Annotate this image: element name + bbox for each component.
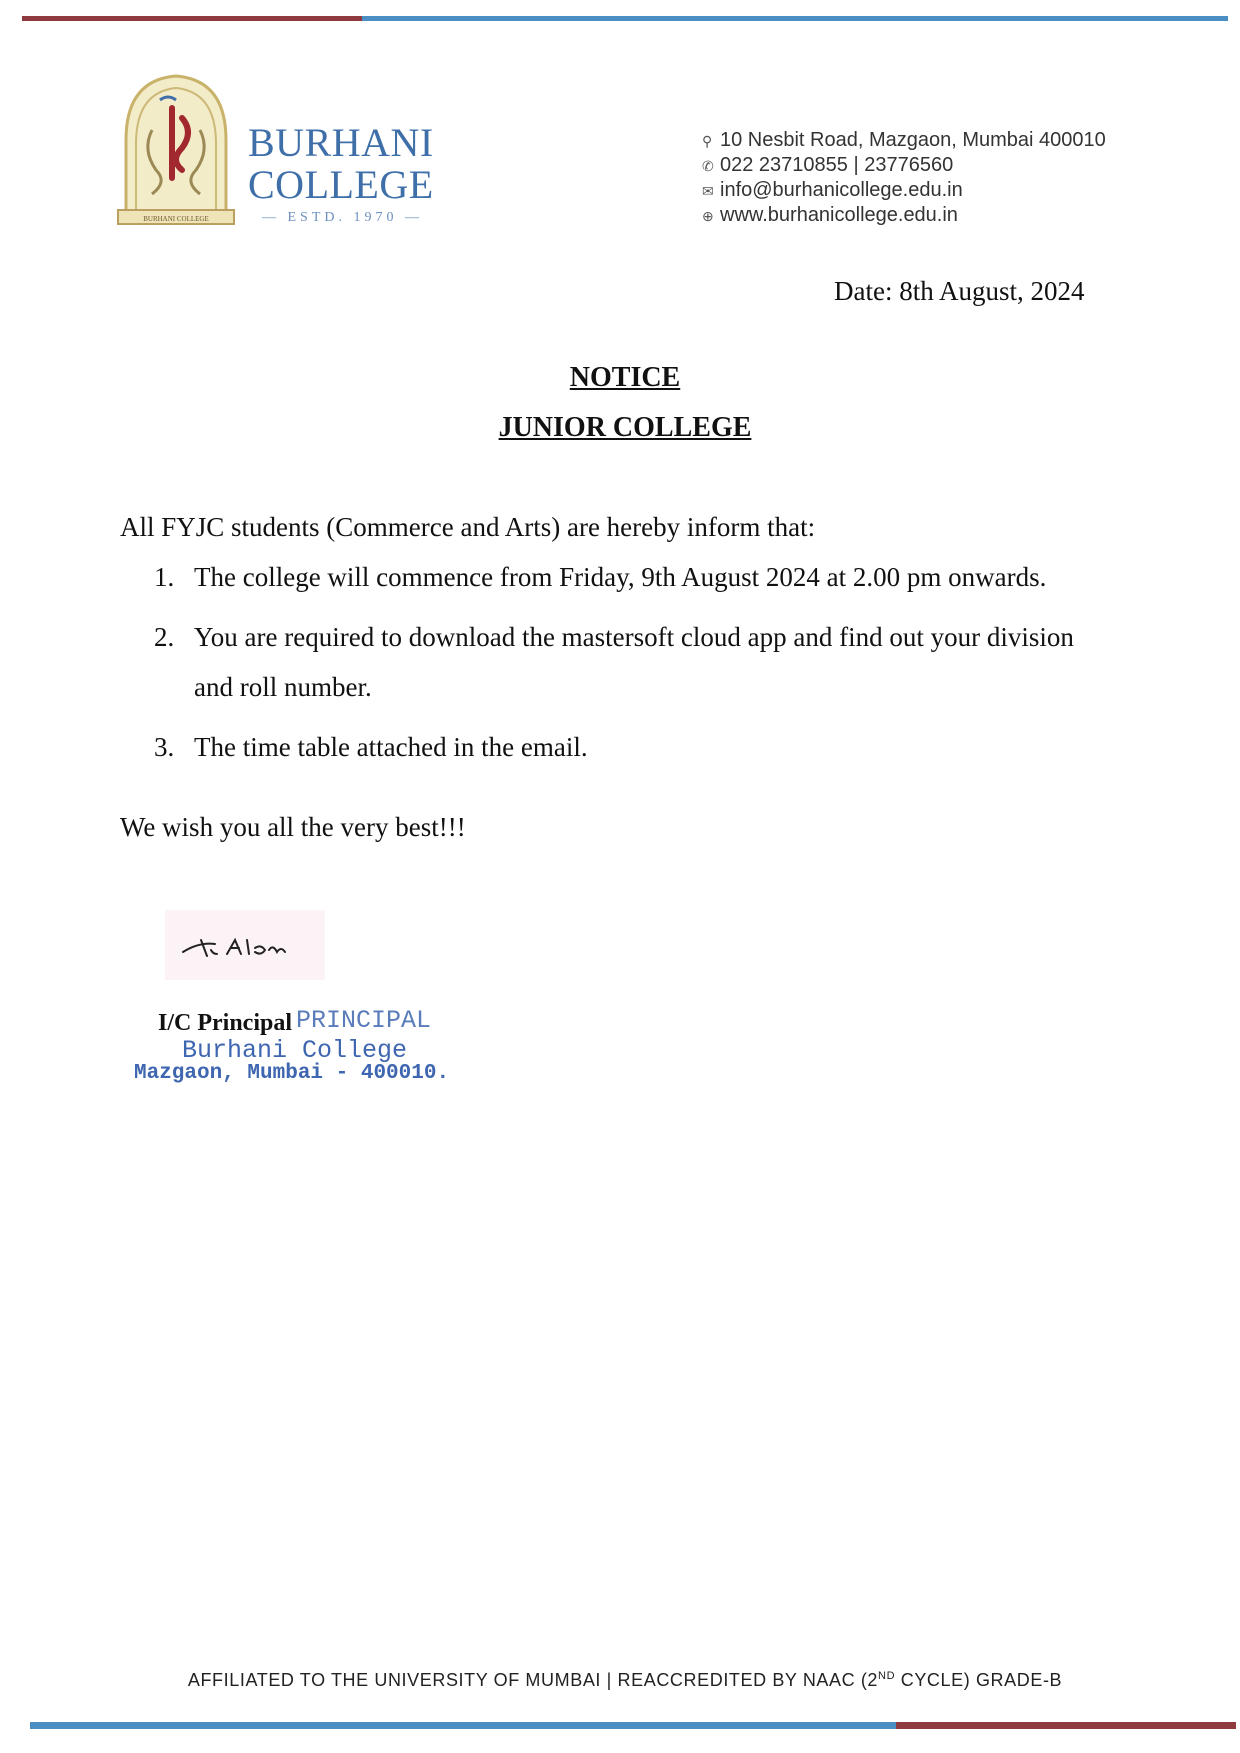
phone-icon: ✆ (702, 158, 714, 174)
emblem-label: BURHANI COLLEGE (143, 215, 209, 223)
notice-subtitle: JUNIOR COLLEGE (498, 412, 752, 443)
established-year: — ESTD. 1970 — (262, 210, 423, 225)
list-item: 2. You are required to download the mastersoft cloud app and find out your division and roll number. (154, 622, 1074, 702)
contact-website: ⊕ www.burhanicollege.edu.in (702, 203, 1106, 228)
mail-icon: ✉ (702, 183, 714, 199)
signatory-title: I/C Principal (158, 1010, 293, 1036)
top-bar-maroon (22, 16, 362, 21)
stamp-line-address: Mazgaon, Mumbai - 400010. (134, 1062, 450, 1085)
top-bar-blue (362, 16, 1228, 21)
college-name-line2: COLLEGE (248, 162, 434, 207)
contact-address: ⚲ 10 Nesbit Road, Mazgaon, Mumbai 400010 (702, 128, 1106, 153)
contact-block (702, 128, 1106, 228)
notice-date: Date: 8th August, 2024 (834, 276, 1085, 306)
location-icon: ⚲ (702, 133, 713, 149)
notice-intro: All FYJC students (Commerce and Arts) are hereby inform that: (120, 512, 816, 542)
footer-accreditation: AFFILIATED TO THE UNIVERSITY OF MUMBAI | REACCREDITED BY NAAC (2ND CYCLE) GRADE-B (187, 1670, 1063, 1690)
contact-phone: ✆ 022 23710855 | 23776560 (702, 153, 1106, 178)
bottom-bar-blue (30, 1722, 896, 1729)
college-name-line1: BURHANI (248, 120, 434, 165)
college-emblem-logo (112, 70, 240, 228)
contact-email: ✉ info@burhanicollege.edu.in (702, 178, 1106, 203)
signature-mark (165, 910, 325, 980)
list-item: 3. The time table attached in the email. (154, 732, 588, 762)
bottom-bar-maroon (896, 1722, 1236, 1729)
stamp-line-college: Burhani College (182, 1036, 408, 1065)
stamp-line-principal: PRINCIPAL (296, 1006, 432, 1035)
notice-title: NOTICE (569, 362, 681, 393)
closing-line: We wish you all the very best!!! (120, 812, 466, 842)
globe-icon: ⊕ (702, 208, 714, 224)
college-brand (248, 122, 434, 226)
list-item: 1. The college will commence from Friday, 9th August 2024 at 2.00 pm onwards. (154, 562, 1047, 592)
notice-list (154, 562, 1114, 792)
